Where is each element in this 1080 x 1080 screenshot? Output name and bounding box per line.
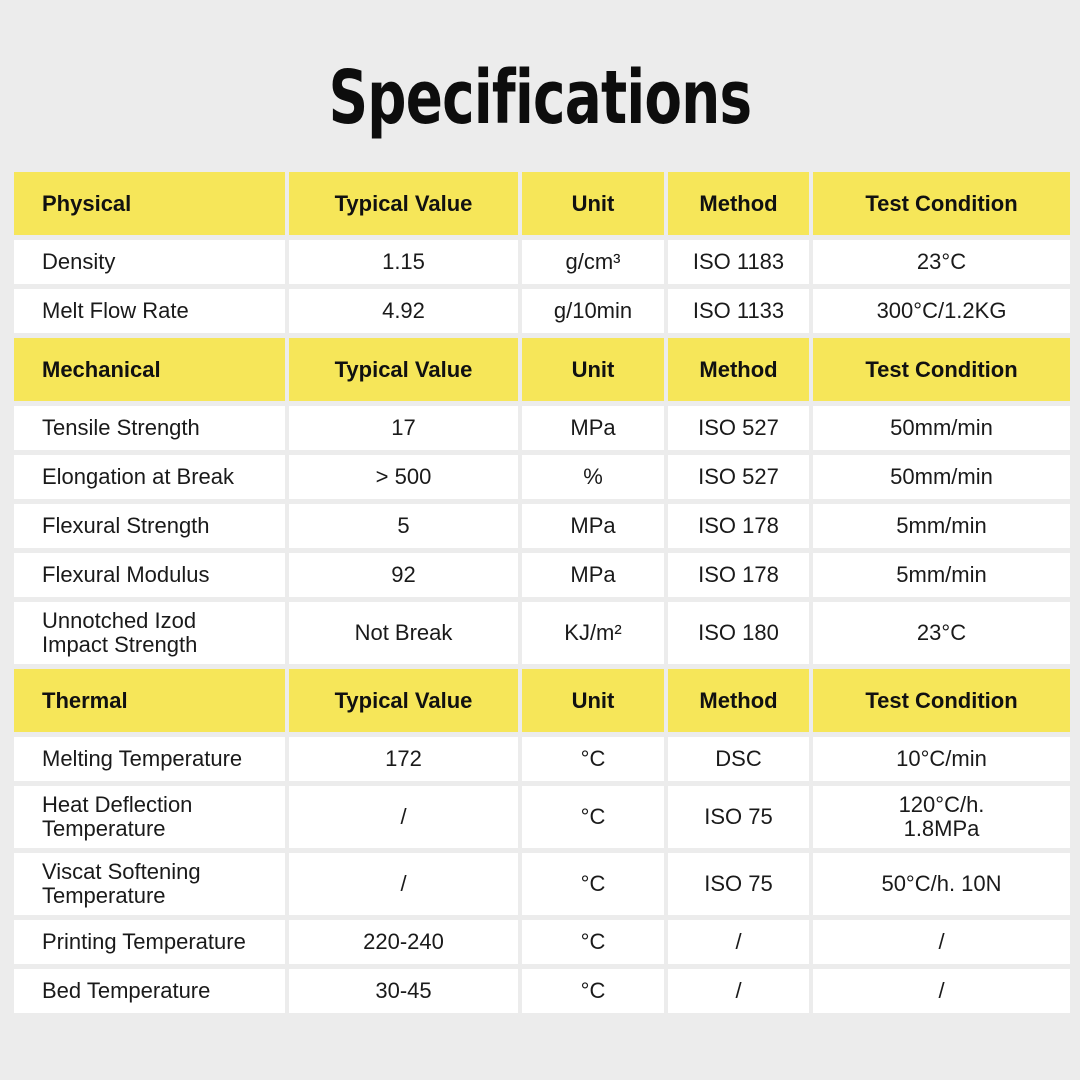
unit: MPa bbox=[522, 406, 664, 450]
method: ISO 178 bbox=[668, 553, 809, 597]
typical-value: 1.15 bbox=[289, 240, 518, 284]
typical-value: / bbox=[289, 786, 518, 848]
method: ISO 1133 bbox=[668, 289, 809, 333]
test-condition: 10°C/min bbox=[813, 737, 1070, 781]
method: / bbox=[668, 969, 809, 1013]
test-condition: 120°C/h. 1.8MPa bbox=[813, 786, 1070, 848]
test-condition: 50mm/min bbox=[813, 455, 1070, 499]
page-title: Specifications bbox=[328, 55, 752, 141]
method: ISO 527 bbox=[668, 406, 809, 450]
test-condition: / bbox=[813, 969, 1070, 1013]
column-header-unit: Unit bbox=[522, 669, 664, 732]
column-header-method: Method bbox=[668, 338, 809, 401]
unit: g/10min bbox=[522, 289, 664, 333]
column-header-test-condition: Test Condition bbox=[813, 338, 1070, 401]
test-condition: 300°C/1.2KG bbox=[813, 289, 1070, 333]
section-header-physical: Physical bbox=[14, 172, 285, 235]
property-name: Unnotched Izod Impact Strength bbox=[14, 602, 285, 664]
spec-table bbox=[14, 172, 1066, 1013]
property-name: Tensile Strength bbox=[14, 406, 285, 450]
property-name: Bed Temperature bbox=[14, 969, 285, 1013]
property-name: Melt Flow Rate bbox=[14, 289, 285, 333]
column-header-typical-value: Typical Value bbox=[289, 338, 518, 401]
method: / bbox=[668, 920, 809, 964]
method: ISO 1183 bbox=[668, 240, 809, 284]
unit: MPa bbox=[522, 504, 664, 548]
column-header-typical-value: Typical Value bbox=[289, 669, 518, 732]
column-header-typical-value: Typical Value bbox=[289, 172, 518, 235]
unit: °C bbox=[522, 737, 664, 781]
unit: % bbox=[522, 455, 664, 499]
column-header-method: Method bbox=[668, 669, 809, 732]
typical-value: 92 bbox=[289, 553, 518, 597]
test-condition: 50°C/h. 10N bbox=[813, 853, 1070, 915]
column-header-test-condition: Test Condition bbox=[813, 172, 1070, 235]
typical-value: Not Break bbox=[289, 602, 518, 664]
column-header-test-condition: Test Condition bbox=[813, 669, 1070, 732]
typical-value: / bbox=[289, 853, 518, 915]
method: ISO 527 bbox=[668, 455, 809, 499]
unit: °C bbox=[522, 853, 664, 915]
typical-value: 172 bbox=[289, 737, 518, 781]
property-name: Density bbox=[14, 240, 285, 284]
method: DSC bbox=[668, 737, 809, 781]
test-condition: 23°C bbox=[813, 240, 1070, 284]
test-condition: 23°C bbox=[813, 602, 1070, 664]
method: ISO 75 bbox=[668, 853, 809, 915]
section-header-mechanical: Mechanical bbox=[14, 338, 285, 401]
property-name: Heat Deflection Temperature bbox=[14, 786, 285, 848]
typical-value: 17 bbox=[289, 406, 518, 450]
section-header-thermal: Thermal bbox=[14, 669, 285, 732]
typical-value: 4.92 bbox=[289, 289, 518, 333]
column-header-unit: Unit bbox=[522, 172, 664, 235]
column-header-unit: Unit bbox=[522, 338, 664, 401]
property-name: Viscat Softening Temperature bbox=[14, 853, 285, 915]
unit: °C bbox=[522, 920, 664, 964]
method: ISO 75 bbox=[668, 786, 809, 848]
method: ISO 180 bbox=[668, 602, 809, 664]
unit: MPa bbox=[522, 553, 664, 597]
column-header-method: Method bbox=[668, 172, 809, 235]
unit: KJ/m² bbox=[522, 602, 664, 664]
test-condition: / bbox=[813, 920, 1070, 964]
property-name: Elongation at Break bbox=[14, 455, 285, 499]
property-name: Flexural Modulus bbox=[14, 553, 285, 597]
unit: °C bbox=[522, 969, 664, 1013]
unit: °C bbox=[522, 786, 664, 848]
method: ISO 178 bbox=[668, 504, 809, 548]
typical-value: 220-240 bbox=[289, 920, 518, 964]
test-condition: 5mm/min bbox=[813, 553, 1070, 597]
test-condition: 5mm/min bbox=[813, 504, 1070, 548]
typical-value: 5 bbox=[289, 504, 518, 548]
test-condition: 50mm/min bbox=[813, 406, 1070, 450]
typical-value: 30-45 bbox=[289, 969, 518, 1013]
property-name: Flexural Strength bbox=[14, 504, 285, 548]
property-name: Printing Temperature bbox=[14, 920, 285, 964]
property-name: Melting Temperature bbox=[14, 737, 285, 781]
unit: g/cm³ bbox=[522, 240, 664, 284]
typical-value: > 500 bbox=[289, 455, 518, 499]
